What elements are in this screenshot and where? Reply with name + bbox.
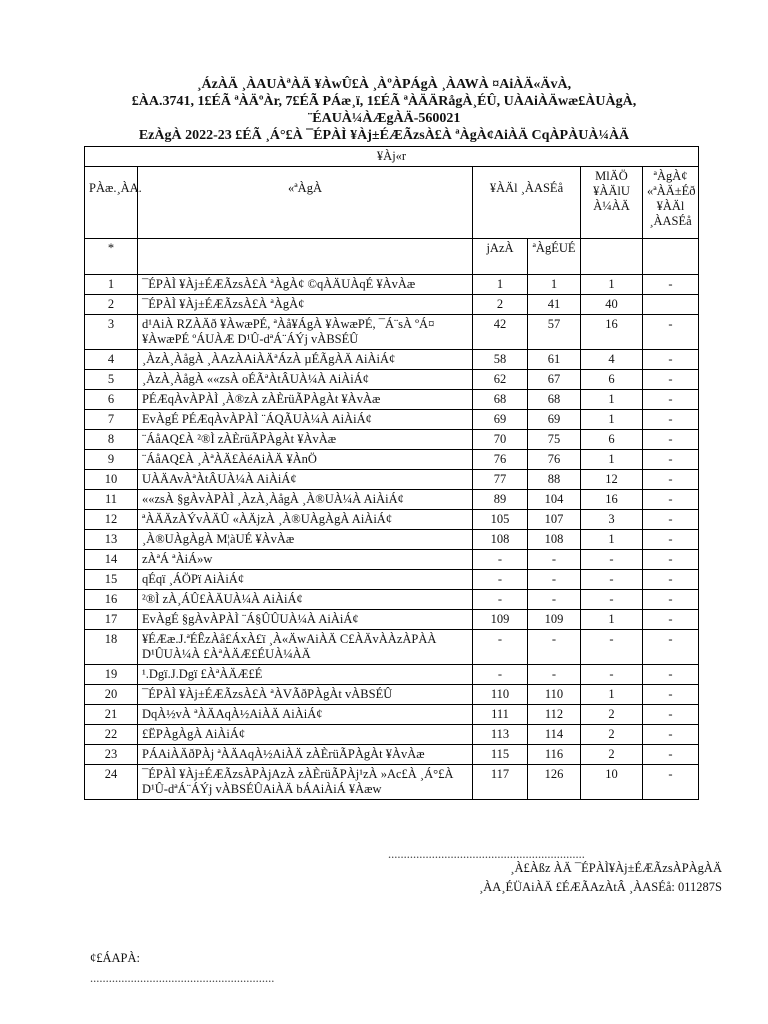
row-annex: - <box>643 570 699 590</box>
row-to: - <box>528 630 581 665</box>
row-total: 1 <box>581 685 643 705</box>
table-row <box>85 370 699 390</box>
table-row <box>85 745 699 765</box>
row-to: 67 <box>528 370 581 390</box>
row-annex: - <box>643 510 699 530</box>
row-annex: - <box>643 630 699 665</box>
table-row <box>85 390 699 410</box>
row-sl: 20 <box>85 685 138 705</box>
row-from: 1 <box>473 275 528 295</box>
row-annex: - <box>643 430 699 450</box>
row-sl: 13 <box>85 530 138 550</box>
row-to: 57 <box>528 315 581 350</box>
row-total: 3 <box>581 510 643 530</box>
row-particulars: ¨ÁåAQ£À ¸ÀªÀÄ£ÀéAiÀÄ ¥ÀnÖ <box>138 450 473 470</box>
row-sl: 18 <box>85 630 138 665</box>
row-total: - <box>581 590 643 610</box>
row-sl: 19 <box>85 665 138 685</box>
row-total: - <box>581 550 643 570</box>
table-row <box>85 490 699 510</box>
row-particulars: ¸ÀzÀ¸ÀågÀ ««zsÀ oÉÃªÀtÂUÀ¼À AiÀiÁ¢ <box>138 370 473 390</box>
row-from: 117 <box>473 765 528 800</box>
row-total: 6 <box>581 370 643 390</box>
row-particulars: ¯ÉPÀÌ ¥Àj±ÉÆÃzsÀPÀjAzÀ zÀÈrüÃPÀj¹zÀ »Ac£À ¸Á°£À D¹Û-dªÁ¨ÁÝj vÀBSÉÛAiÀÄ bÁAiÀiÁ ¥Àæw <box>138 765 473 800</box>
row-from: - <box>473 550 528 570</box>
subheader-sl: * <box>85 239 138 275</box>
header-line-1: ¸ÁzÀÄ ¸ÀAUÀªÀÄ ¥ÀwÛ£À ¸ÀºÀPÁgÀ ¸ÀAWÀ ¤AiÀÄ«ÄvÀ, <box>196 77 572 92</box>
table-row <box>85 350 699 370</box>
row-annex: - <box>643 470 699 490</box>
row-particulars: ¯ÉPÀÌ ¥Àj±ÉÆÃzsÀ£À ªÀVÃðPÀgÀt vÀBSÉÛ <box>138 685 473 705</box>
table-row <box>85 665 699 685</box>
row-total: 1 <box>581 610 643 630</box>
row-annex: - <box>643 665 699 685</box>
table-row <box>85 590 699 610</box>
row-sl: 6 <box>85 390 138 410</box>
row-particulars: £ËPÀgÀgÀ AiÀiÁ¢ <box>138 725 473 745</box>
row-particulars: ªÀÄÄzÀÝvÀÄÛ «ÀÄjzÀ ¸À®UÀgÀgÀ AiÀiÁ¢ <box>138 510 473 530</box>
table-row <box>85 685 699 705</box>
row-total: 16 <box>581 490 643 510</box>
subheader-to: ªÀgÉUÉ <box>528 239 581 275</box>
row-to: - <box>528 665 581 685</box>
row-from: 69 <box>473 410 528 430</box>
row-particulars: ¸ÀzÀ¸ÀågÀ ¸ÀAzÀAiÀÄªÁzÀ µÉÃgÀÄ AiÀiÁ¢ <box>138 350 473 370</box>
row-total: 1 <box>581 390 643 410</box>
row-total: 40 <box>581 295 643 315</box>
header-particulars: «ªÀgÀ <box>138 167 473 239</box>
row-annex: - <box>643 765 699 800</box>
row-to: 1 <box>528 275 581 295</box>
date-label: ¢£ÁAPÀ: <box>90 951 141 965</box>
row-particulars: ¯ÉPÀÌ ¥Àj±ÉÆÃzsÀ£À ªÀgÀ¢ <box>138 295 473 315</box>
row-particulars: zÀªÁ ªÀiÁ»w <box>138 550 473 570</box>
row-sl: 4 <box>85 350 138 370</box>
row-from: 105 <box>473 510 528 530</box>
row-annex: - <box>643 390 699 410</box>
row-to: 107 <box>528 510 581 530</box>
row-annex: - <box>643 590 699 610</box>
row-from: 109 <box>473 610 528 630</box>
row-to: 112 <box>528 705 581 725</box>
signature-dots: ............................................................... <box>388 847 585 861</box>
signer-line-1: ¸À£Àßz ÀÄ ¯ÉPÀÌ¥Àj±ÉÆÃzsÀPÀgÀÄ <box>510 861 722 875</box>
header-line-4: EzÀgÀ 2022-23 £ÉÃ ¸Á°£À ¯ÉPÀÌ ¥Àj±ÉÆÃzsÀ£À ªÀgÀ¢AiÀÄ CqÀPÀUÀ¼ÀÄ <box>138 128 630 143</box>
row-total: 1 <box>581 410 643 430</box>
row-total: 10 <box>581 765 643 800</box>
table-row <box>85 315 699 350</box>
row-to: 88 <box>528 470 581 490</box>
table-row <box>85 410 699 430</box>
header-page-no: ¥ÀÄl ¸ÀASÉå <box>473 167 581 239</box>
table-row <box>85 470 699 490</box>
row-total: 2 <box>581 745 643 765</box>
row-from: - <box>473 570 528 590</box>
row-annex: - <box>643 550 699 570</box>
subheader-blank <box>581 239 643 275</box>
row-particulars: ²®Ì zÀ¸ÁÛ£ÀÄUÀ¼À AiÀiÁ¢ <box>138 590 473 610</box>
row-to: 69 <box>528 410 581 430</box>
row-total: - <box>581 570 643 590</box>
date-dots: ........................................................... <box>90 971 275 985</box>
row-annex: - <box>643 685 699 705</box>
row-particulars: ¯ÉPÀÌ ¥Àj±ÉÆÃzsÀ£À ªÀgÀ¢ ©qÀÄUÀqÉ ¥ÀvÀæ <box>138 275 473 295</box>
row-to: 61 <box>528 350 581 370</box>
row-total: 6 <box>581 430 643 450</box>
row-from: 70 <box>473 430 528 450</box>
row-to: 110 <box>528 685 581 705</box>
row-sl: 12 <box>85 510 138 530</box>
row-sl: 7 <box>85 410 138 430</box>
table-row <box>85 530 699 550</box>
table-row <box>85 550 699 570</box>
row-sl: 23 <box>85 745 138 765</box>
table-title: ¥Àj«r <box>85 147 699 167</box>
row-sl: 1 <box>85 275 138 295</box>
contents-table <box>84 146 699 800</box>
row-particulars: ¹.Dgï.J.Dgï £ÀªÀÄÆ£É <box>138 665 473 685</box>
row-annex: - <box>643 275 699 295</box>
table-row <box>85 510 699 530</box>
row-sl: 16 <box>85 590 138 610</box>
row-to: 68 <box>528 390 581 410</box>
row-sl: 11 <box>85 490 138 510</box>
row-total: 2 <box>581 725 643 745</box>
row-to: 126 <box>528 765 581 800</box>
row-from: 113 <box>473 725 528 745</box>
row-particulars: DqÀ½vÀ ªÀÄAqÀ½AiÀÄ AiÀiÁ¢ <box>138 705 473 725</box>
row-particulars: PÁAiÀÄðPÀj ªÀÄAqÀ½AiÀÄ zÀÈrüÃPÀgÀt ¥ÀvÀæ <box>138 745 473 765</box>
row-particulars: ¨ÁåAQ£À ²®Ì zÀÈrüÃPÀgÀt ¥ÀvÀæ <box>138 430 473 450</box>
row-to: - <box>528 570 581 590</box>
signer-line-2: ¸ÀA¸ÉÜAiÀÄ £ÉÆÃAzÀtÂ ¸ÀASÉå: 011287S <box>479 880 722 894</box>
row-from: 108 <box>473 530 528 550</box>
subheader-blank <box>643 239 699 275</box>
header-line-3: ¨ÉAUÀ¼ÀÆgÀÄ-560021 <box>307 111 461 126</box>
row-particulars: d¹AiÀ RZÀÄð ¥ÀwæPÉ, ªÀå¥ÁgÀ ¥ÀwæPÉ, ¯Á¨sÀ ºÁ¤ ¥ÀwæPÉ ºÁUÀÆ D¹Û-dªÁ¨ÁÝj vÀBSÉÛ <box>138 315 473 350</box>
table-row <box>85 705 699 725</box>
row-annex: - <box>643 350 699 370</box>
row-total: 1 <box>581 530 643 550</box>
row-particulars: EvÀgÉ §gÀvÀPÀÌ ¨Á§ÛÛUÀ¼À AiÀiÁ¢ <box>138 610 473 630</box>
row-total: 1 <box>581 275 643 295</box>
table-row <box>85 450 699 470</box>
table-row <box>85 725 699 745</box>
header-total: MlÄÖ ¥ÀÄlU À¼ÀÄ <box>581 167 643 239</box>
row-sl: 10 <box>85 470 138 490</box>
row-particulars: qÉqï ¸ÁÖPï AiÀiÁ¢ <box>138 570 473 590</box>
row-total: 2 <box>581 705 643 725</box>
row-sl: 2 <box>85 295 138 315</box>
row-total: 4 <box>581 350 643 370</box>
header-line-2: £ÀA.3741, 1£ÉÃ ªÀÄºÀr, 7£ÉÃ PÁæ¸ï, 1£ÉÃ ªÀÄÄRågÀ¸ÉÛ, UÀAiÀÄwæ£ÀUÀgÀ, <box>131 94 637 109</box>
row-sl: 24 <box>85 765 138 800</box>
row-particulars: PÉÆqÀvÀPÀÌ ¸À®zÀ zÀÈrüÃPÀgÀt ¥ÀvÀæ <box>138 390 473 410</box>
row-annex: - <box>643 725 699 745</box>
row-total: 1 <box>581 450 643 470</box>
row-total: - <box>581 665 643 685</box>
row-from: - <box>473 630 528 665</box>
row-sl: 15 <box>85 570 138 590</box>
row-to: 108 <box>528 530 581 550</box>
row-sl: 17 <box>85 610 138 630</box>
row-annex: - <box>643 410 699 430</box>
row-to: 109 <box>528 610 581 630</box>
row-from: 115 <box>473 745 528 765</box>
row-to: 41 <box>528 295 581 315</box>
table-row <box>85 570 699 590</box>
row-annex: - <box>643 370 699 390</box>
row-from: 62 <box>473 370 528 390</box>
row-particulars: EvÀgÉ PÉÆqÀvÀPÀÌ ¨ÁQÃUÀ¼À AiÀiÁ¢ <box>138 410 473 430</box>
row-particulars: UÀÄAvÀªÀtÂUÀ¼À AiÀiÁ¢ <box>138 470 473 490</box>
row-to: - <box>528 550 581 570</box>
row-annex <box>643 295 699 315</box>
row-annex: - <box>643 315 699 350</box>
row-total: - <box>581 630 643 665</box>
table-row <box>85 430 699 450</box>
row-sl: 9 <box>85 450 138 470</box>
row-to: 76 <box>528 450 581 470</box>
row-from: 110 <box>473 685 528 705</box>
row-total: 16 <box>581 315 643 350</box>
row-from: - <box>473 590 528 610</box>
table-row <box>85 610 699 630</box>
row-sl: 3 <box>85 315 138 350</box>
row-to: 75 <box>528 430 581 450</box>
row-to: 104 <box>528 490 581 510</box>
header-sl: PÀæ.¸ÀA. <box>85 167 138 239</box>
row-particulars: ««zsÀ §gÀvÀPÀÌ ¸ÀzÀ¸ÀågÀ ¸À®UÀ¼À AiÀiÁ¢ <box>138 490 473 510</box>
row-from: 111 <box>473 705 528 725</box>
row-particulars: ¥ÉÆæ.J.ªÉÊzÀå£ÁxÀ£ï ¸À«ÄwAiÀÄ C£ÀÄvÀÀzÀPÀÀ D¹ÛUÀ¼À £ÀªÀÄÆ£ÉUÀ¼ÀÄ <box>138 630 473 665</box>
table-row <box>85 765 699 800</box>
subheader-from: jAzÀ <box>473 239 528 275</box>
row-from: 42 <box>473 315 528 350</box>
row-annex: - <box>643 450 699 470</box>
row-to: - <box>528 590 581 610</box>
row-from: - <box>473 665 528 685</box>
row-total: 12 <box>581 470 643 490</box>
row-sl: 5 <box>85 370 138 390</box>
row-annex: - <box>643 610 699 630</box>
table-row <box>85 630 699 665</box>
header-annex: ªÀgÀ¢ «ªÀÄ±Éð ¥ÀÄl ¸ÀASÉå <box>643 167 699 239</box>
row-particulars: ¸À®UÀgÀgÀ M¦àUÉ ¥ÀvÀæ <box>138 530 473 550</box>
row-from: 76 <box>473 450 528 470</box>
table-row <box>85 275 699 295</box>
row-from: 68 <box>473 390 528 410</box>
subheader-blank <box>138 239 473 275</box>
row-sl: 8 <box>85 430 138 450</box>
row-to: 114 <box>528 725 581 745</box>
row-from: 89 <box>473 490 528 510</box>
row-from: 2 <box>473 295 528 315</box>
row-sl: 22 <box>85 725 138 745</box>
row-from: 58 <box>473 350 528 370</box>
row-to: 116 <box>528 745 581 765</box>
row-annex: - <box>643 745 699 765</box>
table-body <box>85 275 699 800</box>
row-from: 77 <box>473 470 528 490</box>
row-annex: - <box>643 705 699 725</box>
table-row <box>85 295 699 315</box>
row-sl: 21 <box>85 705 138 725</box>
row-annex: - <box>643 490 699 510</box>
row-annex: - <box>643 530 699 550</box>
row-sl: 14 <box>85 550 138 570</box>
